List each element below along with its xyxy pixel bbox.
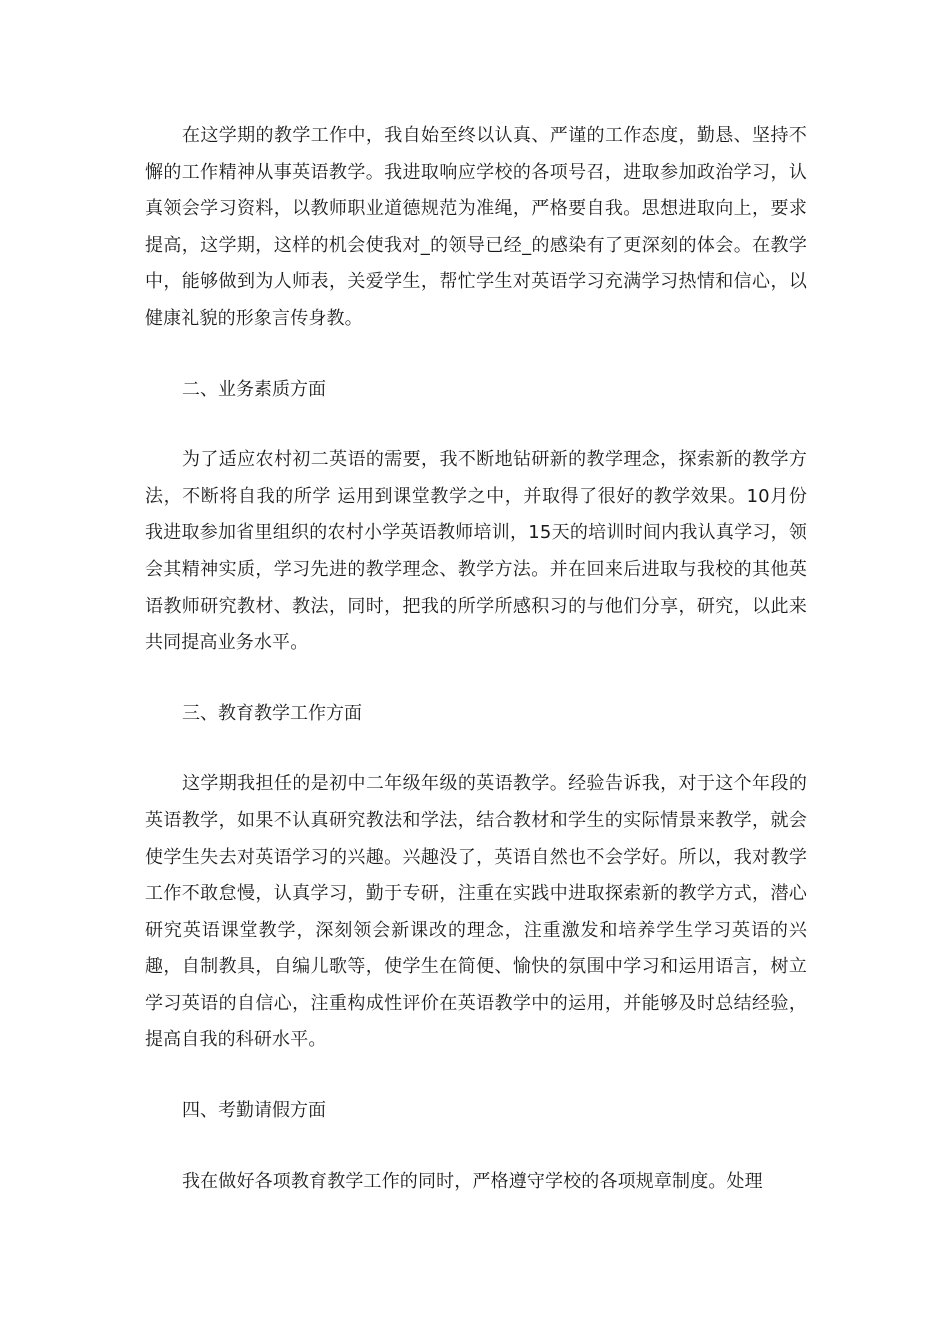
- paragraph-teaching-work: 这学期我担任的是初中二年级年级的英语教学。经验告诉我，对于这个年段的英语教学，如果不认真研究教法和学法，结合教材和学生的实际情景来教学，就会使学生失去对英语学习的兴趣。兴趣没了，英语自然也不会学好。所以，我对教学工作不敢怠慢，认真学习，勤于专研，注重在实践中进取探索新的教学方式，潜心研究英语课堂教学，深刻领会新课改的理念，注重激发和培养学生学习英语的兴趣，自制教具，自编儿歌等，使学生在简便、愉快的氛围中学习和运用语言，树立学习英语的自信心，注重构成性评价在英语教学中的运用，并能够及时总结经验，提高自我的科研水平。: [145, 773, 807, 1051]
- paragraph-gap: [145, 662, 807, 696]
- paragraph-gap: [145, 1130, 807, 1164]
- paragraph-professional-quality: 为了适应农村初二英语的需要，我不断地钻研新的教学理念，探索新的教学方法，不断将自我的所学 运用到课堂教学之中，并取得了很好的教学效果。10月份我进取参加省里组织的农村小学英语教师培训，15天的培训时间内我认真学习，领会其精神实质，学习先进的教学理念、教学方法。并在回来后进取与我校的其他英语教师研究教材、教法，同时，把我的所学所感积习的与他们分享，研究，以此来共同提高业务水平。: [145, 449, 807, 654]
- paragraph-teaching-attitude: 在这学期的教学工作中，我自始至终以认真、严谨的工作态度，勤恳、坚持不懈的工作精神从事英语教学。我进取响应学校的各项号召，进取参加政治学习，认真领会学习资料，以教师职业道德规范为准绳，严格要自我。思想进取向上，要求提高，这学期，这样的机会使我对_的领导已经_的感染有了更深刻的体会。在教学中，能够做到为人师表，关爱学生，帮忙学生对英语学习充满学习热情和信心，以健康礼貌的形象言传身教。: [145, 125, 807, 329]
- paragraph-gap: [145, 408, 807, 442]
- section-heading-professional-quality: 二、业务素质方面: [182, 378, 326, 400]
- paragraph-gap: [145, 732, 807, 766]
- document-body: [145, 118, 807, 1200]
- paragraph-gap: [145, 338, 807, 372]
- section-heading-teaching-work: 三、教育教学工作方面: [182, 702, 362, 724]
- paragraph-attendance: 我在做好各项教育教学工作的同时，严格遵守学校的各项规章制度。处理: [182, 1170, 763, 1192]
- paragraph-gap: [145, 1059, 807, 1093]
- section-heading-attendance: 四、考勤请假方面: [182, 1100, 326, 1122]
